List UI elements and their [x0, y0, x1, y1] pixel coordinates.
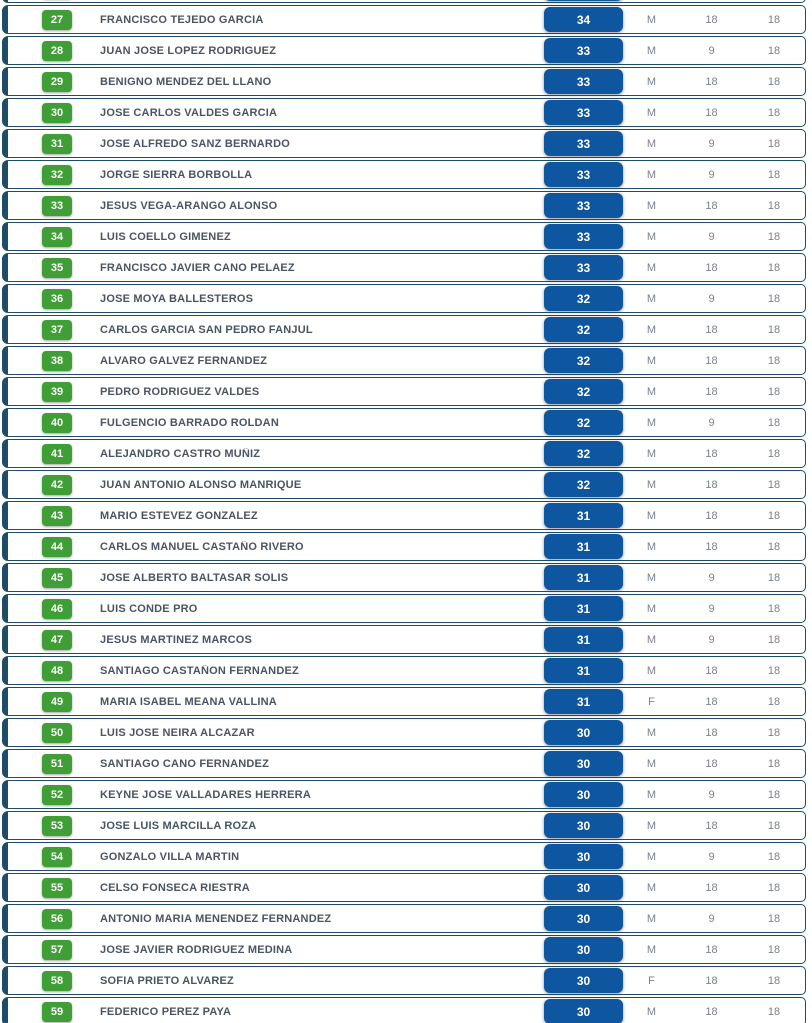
score-button[interactable] [544, 0, 623, 1]
holes-played-value: 18 [705, 664, 718, 677]
gender-value: M [646, 44, 657, 57]
player-name: MARIO ESTEVEZ GONZALEZ [100, 509, 258, 522]
player-name: JOSE ALFREDO SANZ BERNARDO [100, 137, 290, 150]
table-row[interactable] [2, 160, 806, 189]
holes-total-value: 18 [767, 230, 781, 243]
player-name: CARLOS MANUEL CASTAÑO RIVERO [100, 540, 304, 553]
holes-played-value: 18 [705, 881, 718, 894]
holes-played-value: 18 [705, 478, 718, 491]
player-name: GONZALO VILLA MARTIN [100, 850, 240, 863]
rank-badge: 43 [42, 506, 72, 526]
rank-badge: 37 [42, 320, 72, 340]
player-name: FEDERICO PEREZ PAYA [100, 1005, 232, 1018]
player-name: LUIS COELLO GIMENEZ [100, 230, 231, 243]
holes-played-value: 18 [705, 695, 718, 708]
score-button[interactable]: 32 [544, 410, 623, 435]
player-name: FRANCISCO TEJEDO GARCIA [100, 13, 264, 26]
holes-total-value: 18 [767, 137, 781, 150]
score-button[interactable]: 31 [544, 596, 623, 621]
holes-total-value: 18 [767, 75, 781, 88]
gender-value: F [648, 974, 655, 987]
gender-value: M [646, 75, 657, 88]
gender-value: M [646, 819, 657, 832]
player-name: ANTONIO MARIA MENENDEZ FERNANDEZ [100, 912, 332, 925]
score-button[interactable]: 32 [544, 348, 623, 373]
player-name: BENIGNO MENDEZ DEL LLANO [100, 75, 272, 88]
holes-played-value: 18 [705, 261, 718, 274]
player-name: JESUS MARTINEZ MARCOS [100, 633, 253, 646]
holes-total-value: 18 [767, 509, 781, 522]
rank-badge: 29 [42, 72, 72, 92]
score-button[interactable]: 33 [544, 69, 623, 94]
holes-played-value: 18 [705, 75, 718, 88]
holes-total-value: 18 [767, 416, 781, 429]
player-name: FULGENCIO BARRADO ROLDAN [100, 416, 279, 429]
holes-total-value: 18 [767, 199, 781, 212]
table-row[interactable] [2, 811, 806, 840]
score-button[interactable]: 31 [544, 689, 623, 714]
rank-badge: 59 [42, 1002, 72, 1022]
holes-played-value: 9 [708, 571, 715, 584]
table-row[interactable] [2, 129, 806, 158]
holes-total-value: 18 [767, 602, 781, 615]
holes-played-value: 18 [705, 199, 718, 212]
holes-total-value: 18 [767, 385, 781, 398]
table-row[interactable] [2, 470, 806, 499]
table-row[interactable] [2, 873, 806, 902]
gender-value: M [646, 261, 657, 274]
rank-badge: 31 [42, 134, 72, 154]
score-button[interactable]: 33 [544, 162, 623, 187]
score-button[interactable]: 33 [544, 255, 623, 280]
gender-value: M [646, 478, 657, 491]
holes-played-value: 18 [705, 447, 718, 460]
table-row[interactable] [2, 346, 806, 375]
rank-badge: 56 [42, 909, 72, 929]
player-name: CELSO FONSECA RIESTRA [100, 881, 250, 894]
score-button[interactable]: 32 [544, 472, 623, 497]
player-name: KEYNE JOSE VALLADARES HERRERA [100, 788, 311, 801]
gender-value: M [646, 354, 657, 367]
table-row[interactable] [2, 935, 806, 964]
rank-badge: 39 [42, 382, 72, 402]
table-row[interactable] [2, 222, 806, 251]
score-button[interactable]: 32 [544, 286, 623, 311]
player-name: JOSE CARLOS VALDES GARCIA [100, 106, 278, 119]
player-name: LUIS CONDE PRO [100, 602, 198, 615]
rank-badge: 30 [42, 103, 72, 123]
rank-badge: 34 [42, 227, 72, 247]
rank-badge: 32 [42, 165, 72, 185]
gender-value: F [648, 695, 655, 708]
holes-total-value: 18 [767, 757, 781, 770]
gender-value: M [646, 230, 657, 243]
gender-value: M [646, 602, 657, 615]
player-name: ALEJANDRO CASTRO MUÑIZ [100, 447, 261, 460]
player-name: SANTIAGO CANO FERNANDEZ [100, 757, 269, 770]
gender-value: M [646, 757, 657, 770]
score-button[interactable]: 30 [544, 782, 623, 807]
holes-played-value: 18 [705, 540, 718, 553]
player-name: JUAN ANTONIO ALONSO MANRIQUE [100, 478, 302, 491]
score-button[interactable]: 31 [544, 503, 623, 528]
table-row[interactable] [2, 904, 806, 933]
table-row[interactable] [2, 780, 806, 809]
gender-value: M [646, 137, 657, 150]
player-name: JESUS VEGA-ARANGO ALONSO [100, 199, 278, 212]
gender-value: M [646, 199, 657, 212]
table-row[interactable] [2, 749, 806, 778]
gender-value: M [646, 850, 657, 863]
gender-value: M [646, 447, 657, 460]
holes-played-value: 9 [708, 602, 715, 615]
table-row[interactable] [2, 687, 806, 716]
table-row[interactable] [2, 36, 806, 65]
holes-played-value: 18 [705, 354, 718, 367]
holes-played-value: 9 [708, 788, 715, 801]
table-row[interactable] [2, 408, 806, 437]
rank-badge: 47 [42, 630, 72, 650]
holes-total-value: 18 [767, 881, 781, 894]
table-row[interactable] [2, 5, 806, 34]
player-name: LUIS JOSE NEIRA ALCAZAR [100, 726, 255, 739]
rank-badge: 42 [42, 475, 72, 495]
holes-total-value: 18 [767, 540, 781, 553]
holes-played-value: 18 [705, 974, 718, 987]
score-button[interactable]: 32 [544, 441, 623, 466]
holes-total-value: 18 [767, 106, 781, 119]
table-row[interactable] [2, 594, 806, 623]
holes-total-value: 18 [767, 819, 781, 832]
rank-badge: 45 [42, 568, 72, 588]
player-name: JUAN JOSE LOPEZ RODRIGUEZ [100, 44, 277, 57]
score-button[interactable]: 33 [544, 193, 623, 218]
score-button[interactable]: 31 [544, 565, 623, 590]
rank-badge: 54 [42, 847, 72, 867]
table-row[interactable] [2, 656, 806, 685]
score-button[interactable]: 30 [544, 906, 623, 931]
holes-played-value: 9 [708, 137, 715, 150]
table-row[interactable] [2, 842, 806, 871]
holes-played-value: 9 [708, 230, 715, 243]
holes-total-value: 18 [767, 726, 781, 739]
score-button[interactable]: 32 [544, 317, 623, 342]
score-button[interactable]: 30 [544, 720, 623, 745]
rank-badge: 48 [42, 661, 72, 681]
table-row[interactable] [2, 439, 806, 468]
table-row[interactable] [2, 997, 806, 1023]
score-button[interactable]: 34 [544, 7, 623, 32]
holes-played-value: 18 [705, 106, 718, 119]
holes-total-value: 18 [767, 850, 781, 863]
holes-played-value: 18 [705, 1005, 718, 1018]
holes-total-value: 18 [767, 44, 781, 57]
holes-played-value: 9 [708, 416, 715, 429]
holes-total-value: 18 [767, 323, 781, 336]
holes-played-value: 18 [705, 757, 718, 770]
rank-badge: 52 [42, 785, 72, 805]
table-row[interactable] [2, 718, 806, 747]
gender-value: M [646, 788, 657, 801]
holes-total-value: 18 [767, 261, 781, 274]
holes-total-value: 18 [767, 447, 781, 460]
holes-total-value: 18 [767, 633, 781, 646]
rank-badge: 55 [42, 878, 72, 898]
holes-played-value: 9 [708, 633, 715, 646]
holes-total-value: 18 [767, 974, 781, 987]
holes-total-value: 18 [767, 1005, 781, 1018]
table-row[interactable] [2, 563, 806, 592]
score-button[interactable]: 31 [544, 534, 623, 559]
holes-total-value: 18 [767, 13, 781, 26]
holes-total-value: 18 [767, 943, 781, 956]
rank-badge: 27 [42, 10, 72, 30]
table-row[interactable] [2, 98, 806, 127]
rank-badge: 58 [42, 971, 72, 991]
player-name: JOSE MOYA BALLESTEROS [100, 292, 254, 305]
gender-value: M [646, 416, 657, 429]
gender-value: M [646, 509, 657, 522]
score-button[interactable]: 33 [544, 100, 623, 125]
gender-value: M [646, 292, 657, 305]
rank-badge: 35 [42, 258, 72, 278]
table-row[interactable] [2, 315, 806, 344]
rank-badge: 46 [42, 599, 72, 619]
holes-total-value: 18 [767, 478, 781, 491]
score-button[interactable]: 33 [544, 131, 623, 156]
score-button[interactable]: 30 [544, 875, 623, 900]
holes-played-value: 18 [705, 13, 718, 26]
score-button[interactable]: 30 [544, 813, 623, 838]
holes-played-value: 9 [708, 292, 715, 305]
table-row[interactable] [2, 625, 806, 654]
gender-value: M [646, 664, 657, 677]
player-name: JOSE JAVIER RODRIGUEZ MEDINA [100, 943, 293, 956]
rank-badge: 28 [42, 41, 72, 61]
player-name: ALVARO GALVEZ FERNANDEZ [100, 354, 268, 367]
player-name: CARLOS GARCIA SAN PEDRO FANJUL [100, 323, 313, 336]
player-name: SANTIAGO CASTAÑON FERNANDEZ [100, 664, 299, 677]
holes-total-value: 18 [767, 292, 781, 305]
gender-value: M [646, 633, 657, 646]
gender-value: M [646, 323, 657, 336]
gender-value: M [646, 912, 657, 925]
rank-badge: 40 [42, 413, 72, 433]
score-button[interactable]: 32 [544, 379, 623, 404]
table-row[interactable] [2, 0, 806, 3]
score-button[interactable]: 33 [544, 224, 623, 249]
table-row[interactable] [2, 501, 806, 530]
table-row[interactable] [2, 966, 806, 995]
gender-value: M [646, 571, 657, 584]
score-button[interactable]: 30 [544, 751, 623, 776]
gender-value: M [646, 881, 657, 894]
score-button[interactable]: 31 [544, 627, 623, 652]
table-row[interactable] [2, 253, 806, 282]
table-row[interactable] [2, 377, 806, 406]
gender-value: M [646, 385, 657, 398]
holes-played-value: 9 [708, 912, 715, 925]
gender-value: M [646, 168, 657, 181]
rank-badge: 53 [42, 816, 72, 836]
table-row[interactable] [2, 532, 806, 561]
score-button[interactable]: 30 [544, 968, 623, 993]
player-name: JOSE ALBERTO BALTASAR SOLIS [100, 571, 289, 584]
rank-badge: 51 [42, 754, 72, 774]
holes-played-value: 18 [705, 726, 718, 739]
holes-played-value: 18 [705, 509, 718, 522]
holes-played-value: 9 [708, 850, 715, 863]
rank-badge: 57 [42, 940, 72, 960]
gender-value: M [646, 1005, 657, 1018]
rank-badge: 44 [42, 537, 72, 557]
player-name: SOFIA PRIETO ALVAREZ [100, 974, 234, 987]
rank-badge: 41 [42, 444, 72, 464]
gender-value: M [646, 13, 657, 26]
score-button[interactable]: 33 [544, 38, 623, 63]
holes-total-value: 18 [767, 354, 781, 367]
gender-value: M [646, 726, 657, 739]
holes-total-value: 18 [767, 912, 781, 925]
rank-badge: 50 [42, 723, 72, 743]
holes-played-value: 9 [708, 44, 715, 57]
holes-played-value: 18 [705, 943, 718, 956]
table-row[interactable] [2, 67, 806, 96]
score-button[interactable]: 31 [544, 658, 623, 683]
player-name: JOSE LUIS MARCILLA ROZA [100, 819, 257, 832]
holes-total-value: 18 [767, 168, 781, 181]
rank-badge: 36 [42, 289, 72, 309]
score-button[interactable]: 30 [544, 999, 623, 1023]
holes-played-value: 18 [705, 819, 718, 832]
score-button[interactable]: 30 [544, 844, 623, 869]
table-row[interactable] [2, 191, 806, 220]
player-name: MARIA ISABEL MEANA VALLINA [100, 695, 277, 708]
holes-total-value: 18 [767, 664, 781, 677]
holes-total-value: 18 [767, 695, 781, 708]
holes-total-value: 18 [767, 571, 781, 584]
player-name: PEDRO RODRIGUEZ VALDES [100, 385, 260, 398]
holes-total-value: 18 [767, 788, 781, 801]
rank-badge: 49 [42, 692, 72, 712]
score-button[interactable]: 30 [544, 937, 623, 962]
gender-value: M [646, 943, 657, 956]
gender-value: M [646, 540, 657, 553]
holes-played-value: 18 [705, 323, 718, 336]
player-name: FRANCISCO JAVIER CANO PELAEZ [100, 261, 295, 274]
holes-played-value: 9 [708, 168, 715, 181]
player-name: JORGE SIERRA BORBOLLA [100, 168, 253, 181]
table-row[interactable] [2, 284, 806, 313]
rank-badge: 38 [42, 351, 72, 371]
rank-badge: 33 [42, 196, 72, 216]
holes-played-value: 18 [705, 385, 718, 398]
gender-value: M [646, 106, 657, 119]
